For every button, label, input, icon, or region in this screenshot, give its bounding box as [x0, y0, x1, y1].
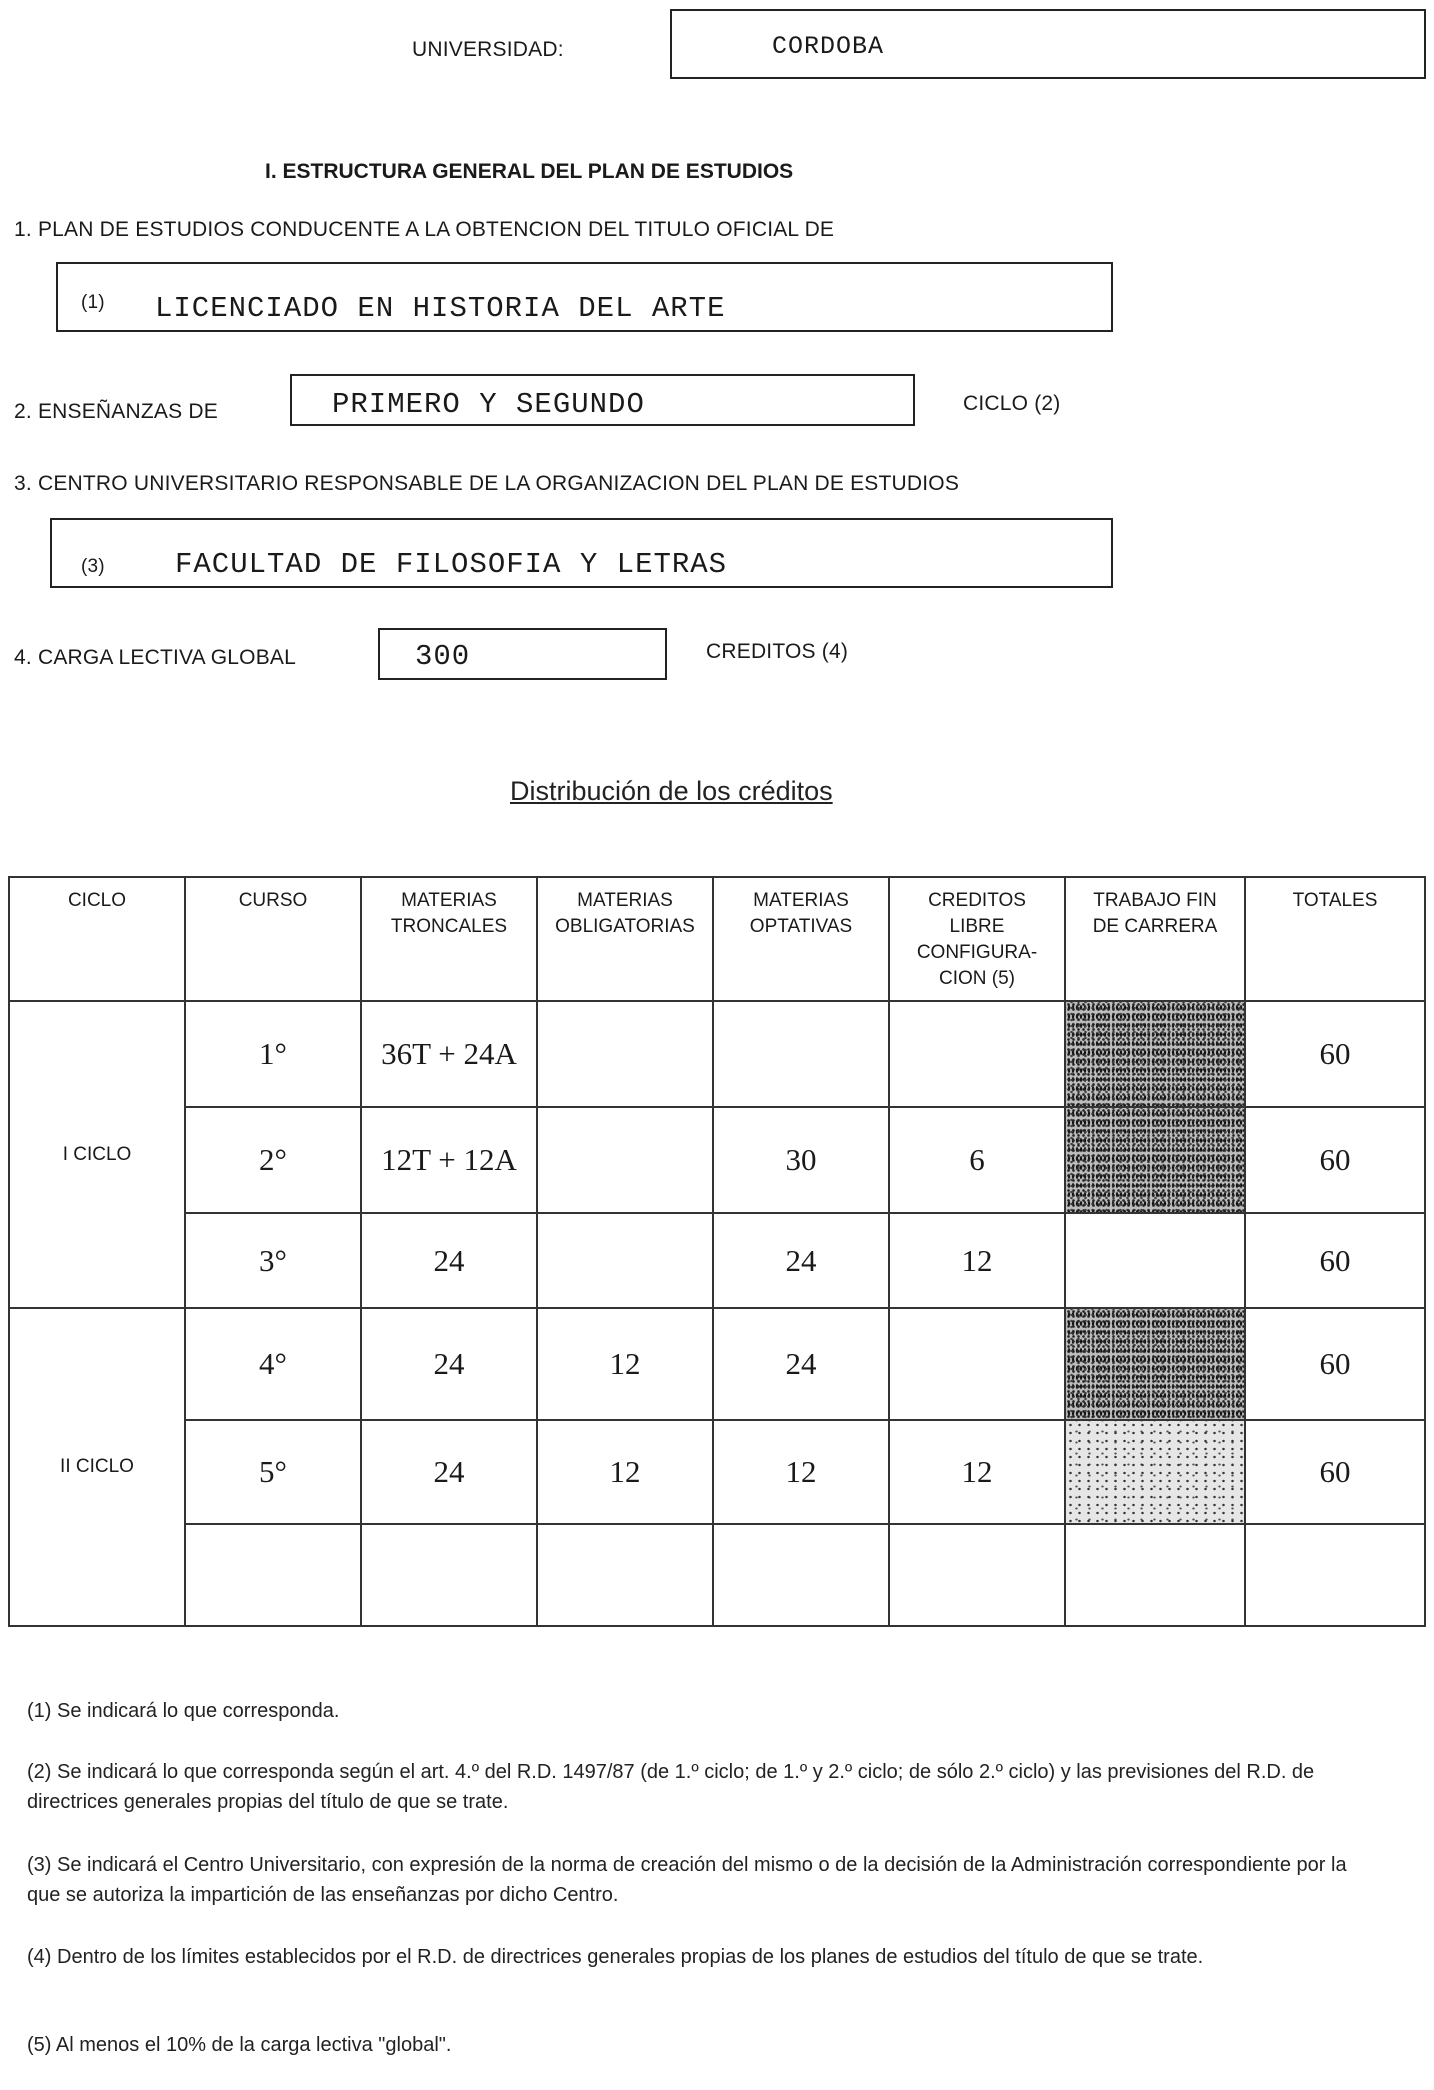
totales-cell: 60	[1245, 1107, 1425, 1213]
totales-cell: 60	[1245, 1420, 1425, 1524]
ensenanzas-value: PRIMERO Y SEGUNDO	[332, 388, 645, 421]
table-row	[9, 1213, 1425, 1308]
curso-cell: 4°	[185, 1308, 361, 1420]
curso-cell: 2°	[185, 1107, 361, 1213]
trabajo-shaded-cell	[1065, 1420, 1245, 1524]
footnote-2: (2) Se indicará lo que corresponda según el art. 4.º del R.D. 1497/87 (de 1.º ciclo; de 1.º y 2.º ciclo; de sólo 2.º ciclo) y las previsiones del R.D. de directrices generales propias del título de que se trate.	[27, 1761, 1315, 1813]
libre-cell: 12	[889, 1420, 1065, 1524]
obligatorias-cell	[537, 1001, 713, 1107]
centro-field	[50, 518, 1113, 588]
universidad-field	[670, 9, 1426, 79]
table-row	[9, 1107, 1425, 1213]
section-title: I. ESTRUCTURA GENERAL DEL PLAN DE ESTUDIOS	[265, 160, 794, 183]
table-header-row	[9, 877, 1425, 1001]
empty-cell	[713, 1524, 889, 1626]
footnote-1: (1) Se indicará lo que corresponda.	[27, 1700, 340, 1722]
empty-cell	[1065, 1524, 1245, 1626]
header-libre: CREDITOS LIBRE CONFIGURA- CION (5)	[889, 877, 1065, 1001]
header-optativas: MATERIAS OPTATIVAS	[713, 877, 889, 1001]
titulo-field	[56, 262, 1113, 332]
trabajo-shaded-cell	[1065, 1308, 1245, 1420]
header-trabajo: TRABAJO FIN DE CARRERA	[1065, 877, 1245, 1001]
totales-cell: 60	[1245, 1001, 1425, 1107]
table-row-empty	[9, 1524, 1425, 1626]
table-row	[9, 1001, 1425, 1107]
troncales-cell: 24	[361, 1420, 537, 1524]
optativas-cell: 24	[713, 1213, 889, 1308]
libre-cell: 6	[889, 1107, 1065, 1213]
footnote-4: (4) Dentro de los límites establecidos por el R.D. de directrices generales propias de los planes de estudios del título de que se trate.	[27, 1946, 1204, 1968]
distribution-title: Distribución de los créditos	[510, 776, 833, 806]
troncales-cell: 24	[361, 1308, 537, 1420]
header-curso: CURSO	[185, 877, 361, 1001]
header-ciclo: CICLO	[9, 877, 185, 1001]
titulo-value: LICENCIADO EN HISTORIA DEL ARTE	[155, 292, 726, 325]
empty-cell	[537, 1524, 713, 1626]
ciclo-2-cell: II CICLO	[9, 1308, 185, 1626]
empty-cell	[361, 1524, 537, 1626]
obligatorias-cell: 12	[537, 1308, 713, 1420]
libre-cell: 12	[889, 1213, 1065, 1308]
table-row	[9, 1308, 1425, 1420]
header-totales: TOTALES	[1245, 877, 1425, 1001]
item1-label: 1. PLAN DE ESTUDIOS CONDUCENTE A LA OBTENCION DEL TITULO OFICIAL DE	[14, 218, 835, 241]
footnote-3: (3) Se indicará el Centro Universitario, con expresión de la norma de creación del mismo o de la decisión de la Administración correspondiente por la que se autoriza la impartición de las enseñanzas por dicho Centro.	[27, 1854, 1347, 1906]
header-obligatorias: MATERIAS OBLIGATORIAS	[537, 877, 713, 1001]
empty-cell	[1245, 1524, 1425, 1626]
troncales-cell: 12T + 12A	[361, 1107, 537, 1213]
empty-cell	[889, 1524, 1065, 1626]
optativas-cell: 12	[713, 1420, 889, 1524]
universidad-value: CORDOBA	[772, 32, 885, 61]
centro-value: FACULTAD DE FILOSOFIA Y LETRAS	[175, 548, 728, 581]
item2-label: 2. ENSEÑANZAS DE	[14, 400, 218, 423]
centro-note-ref: (3)	[81, 556, 105, 577]
troncales-cell: 36T + 24A	[361, 1001, 537, 1107]
curso-cell: 5°	[185, 1420, 361, 1524]
optativas-cell: 30	[713, 1107, 889, 1213]
credit-distribution-table	[8, 876, 1426, 1627]
curso-cell: 1°	[185, 1001, 361, 1107]
item2-suffix: CICLO (2)	[963, 392, 1061, 415]
carga-field	[378, 628, 667, 680]
footnote-5: (5) Al menos el 10% de la carga lectiva "global".	[27, 2034, 452, 2056]
ensenanzas-field	[290, 374, 915, 426]
header-troncales: MATERIAS TRONCALES	[361, 877, 537, 1001]
troncales-cell: 24	[361, 1213, 537, 1308]
totales-cell: 60	[1245, 1213, 1425, 1308]
curso-cell: 3°	[185, 1213, 361, 1308]
titulo-note-ref: (1)	[81, 292, 105, 313]
table-row	[9, 1420, 1425, 1524]
libre-cell	[889, 1001, 1065, 1107]
ciclo-1-cell: I CICLO	[9, 1001, 185, 1308]
item4-suffix: CREDITOS (4)	[706, 640, 849, 663]
item3-label: 3. CENTRO UNIVERSITARIO RESPONSABLE DE LA ORGANIZACION DEL PLAN DE ESTUDIOS	[14, 472, 960, 495]
optativas-cell	[713, 1001, 889, 1107]
obligatorias-cell	[537, 1213, 713, 1308]
libre-cell	[889, 1308, 1065, 1420]
item4-label: 4. CARGA LECTIVA GLOBAL	[14, 646, 296, 669]
trabajo-shaded-cell	[1065, 1107, 1245, 1213]
universidad-label: UNIVERSIDAD:	[412, 38, 564, 61]
empty-cell	[185, 1524, 361, 1626]
obligatorias-cell	[537, 1107, 713, 1213]
trabajo-shaded-cell	[1065, 1001, 1245, 1107]
trabajo-cell	[1065, 1213, 1245, 1308]
carga-value: 300	[415, 640, 471, 673]
totales-cell: 60	[1245, 1308, 1425, 1420]
optativas-cell: 24	[713, 1308, 889, 1420]
obligatorias-cell: 12	[537, 1420, 713, 1524]
